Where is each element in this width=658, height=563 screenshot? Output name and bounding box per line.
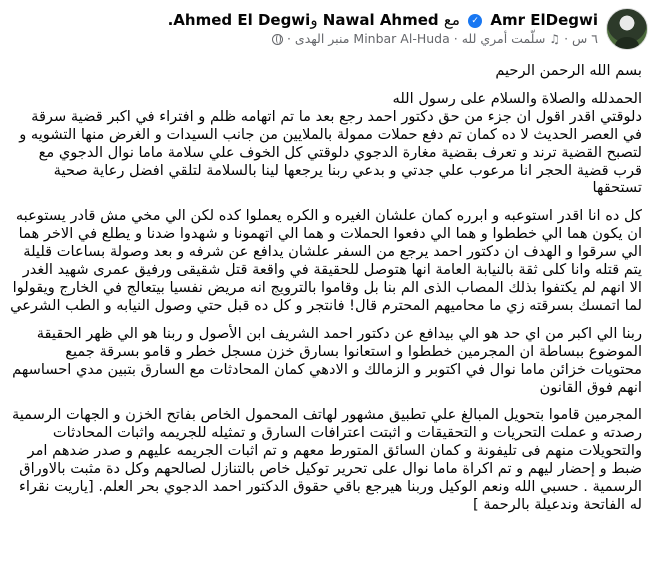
post-header [10,6,648,52]
post-subline [168,30,598,48]
post-paragraph: المجرمين قاموا بتحويل المبالغ علي تطبيق مشهور لهاتف المحمول الخاص بفاتح الخزن و الجهات الرسمية رصدته و عملت التحريات و التحقيقات و اثبتت اعترافات السارق و تمثيله للجريمه واثبات المحادثات والتحويلات منهم فى تليفونة و كمان السائق المتورط معهم و تم اثبات الجريمه عليهم و صدر ضدهم امر ضبط و إحضار ليهم و تم اكراة ماما نوال على تحرير توكيل خاص بالتنازل لصالحهم وكل دة مثبت بالاوراق الرسمية . حسبي الله ونعم الوكيل وربنا هيرجع باقي حقوق الدكتور احمد الدجوي بحر العلم. [ياريت نقراء له الفاتحة وندعيلة بالرحمة ] [11,406,642,513]
separator-dot: · [564,31,569,46]
tagged-person-1[interactable]: Nawal Ahmed [322,11,439,29]
post-meta [168,10,598,48]
and-word: و [310,11,318,29]
song-artist[interactable]: Minbar Al-Huda منبر الهدى [294,31,450,46]
globe-icon[interactable] [272,34,283,45]
tagged-person-2[interactable]: Ahmed El Degwi [173,11,311,29]
separator-dot: · [453,31,458,46]
author-name[interactable]: Amr ElDegwi [490,11,598,29]
post-paragraph: بسم الله الرحمن الرحيم [495,62,642,79]
post-paragraph: ربنا الي اكبر من اي حد هو الي بيدافع عن دكتور احمد الشريف ابن الأصول و ربنا هو الي ظهر الحقيقة الموضوع ببساطة ان المجرمين خططوا و استعانوا بسارق خزن مسجل خطر و قامو بسرقة جميع محتويات خزائن ماما نوال في اكتوبر و الزمالك و الادهي كمان المحادثات مع السارق بتبين مدي احساسهم انهم فوق القانون [12,324,642,396]
post-paragraph: الحمدلله والصلاة والسلام على رسول الله [392,89,642,107]
separator-dot: · [286,31,291,46]
music-note-icon: ♫ [549,32,561,46]
post-authors: Amr ElDegwi ✓ مع Nawal Ahmed وAhmed El Degwi. [167,11,598,29]
verified-badge-icon: ✓ [468,14,482,28]
author-avatar[interactable] [606,8,648,50]
post-time[interactable]: ٦ س [572,31,598,46]
post-paragraph: دلوقتي اقدر اقول ان جزء من حق دكتور احمد رجع بعد ما تم اتهامه ظلم و افتراء في اكبر قضية سرقة في العصر الحديث لا ده كمان تم دفع حملات ممولة بالملايين من جانب السيدات و الغرض منها التشويه و لتصبح القضية ترند و تعرف بقضية مغارة الدجوي دلوقتي كل الخوف علي سلامة ماما نوال الدجوي مع قرب قضية الحجر انا مرعوب علي جدتي و بدعي ربنا يرجعها لينا بالسلامة لتلقي افضل رعاية صحية تستحقها [19,107,642,197]
with-word: مع [443,11,460,29]
post-paragraph: كل ده انا اقدر استوعبه و ابرره كمان علشان الغيره و الكره يعملوا كده لكن الي مخي مش قادر يستوعبه ان يكون هما الي خططوا و هما الي دفعوا الحملات و هما الي اتهمونا و شهدوا ضدنا و يطلع في الاخر هما الي سرقوا و الهدف ان دكتور احمد يرجع من السفر علشان يدافع عن شرفه و بعد وصولة بساعات قليلة يتم قتله وانا كلى ثقة بالنيابة العامة انها هتوصل للحقيقة في واقعة قتل شقيقى ورفيق عمرى شهيد الغدر الا انهم لم يكتفوا بذلك المصاب الذى الم بنا بل وقاموا بالترويج انه مريض نفسيا بيتعالج في الخارج ويقولوا لما اتمسك بسرقته زي ما محاميهم المحترم قال! فانتجر و كل ده قبل حتي وصول النيابه و الطب الشرعي [10,207,642,314]
song-title[interactable]: سلّمت أمري لله [461,31,546,46]
post-body [10,62,642,524]
